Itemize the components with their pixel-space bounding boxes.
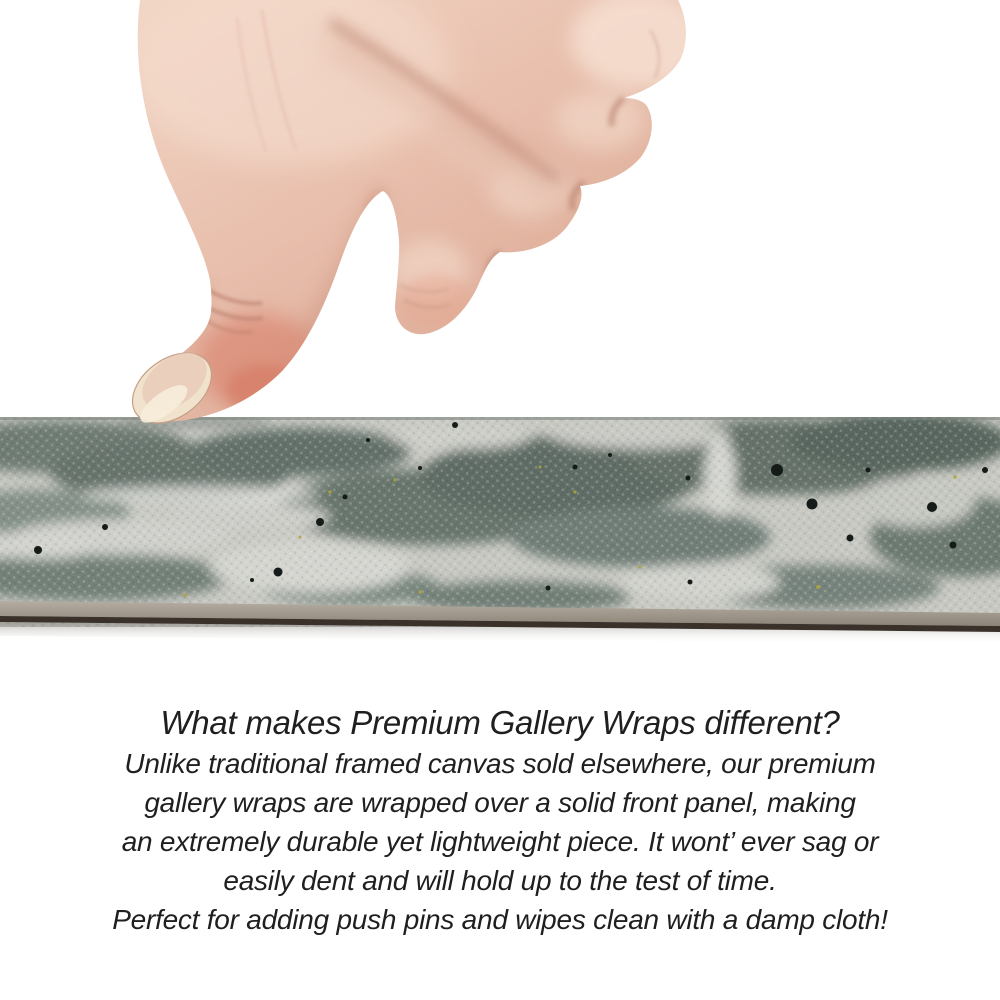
info-line: gallery wraps are wrapped over a solid front panel, making bbox=[144, 787, 856, 818]
info-line: an extremely durable yet lightweight piece. It wont’ ever sag or bbox=[121, 826, 879, 857]
grain-noise bbox=[0, 417, 1000, 627]
info-line: easily dent and will hold up to the test of time. bbox=[223, 865, 777, 896]
info-text-block bbox=[0, 702, 1000, 939]
info-line: Unlike traditional framed canvas sold elsewhere, our premium bbox=[124, 748, 876, 779]
canvas-texture bbox=[0, 417, 1000, 645]
info-line: Perfect for adding push pins and wipes clean with a damp cloth! bbox=[112, 904, 888, 935]
canvas-edge-strip bbox=[0, 417, 1000, 645]
info-heading: What makes Premium Gallery Wraps different? bbox=[160, 704, 840, 741]
hand-photo bbox=[0, 0, 1000, 430]
fist bbox=[0, 0, 1000, 430]
